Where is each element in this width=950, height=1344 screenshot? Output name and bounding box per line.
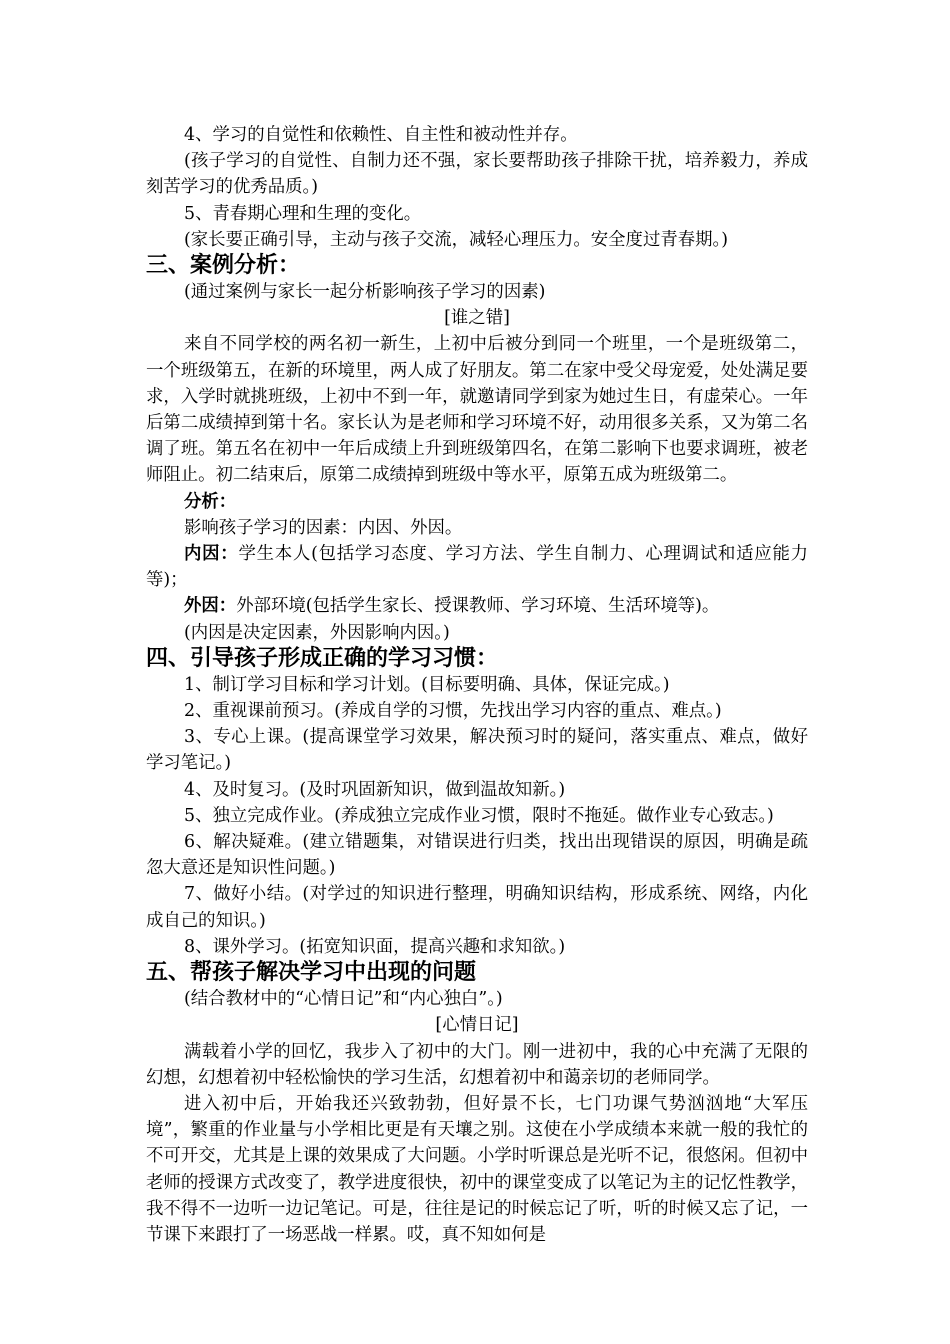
paragraph: (通过案例与家长一起分析影响孩子学习的因素) <box>184 282 546 303</box>
paragraph <box>146 593 808 619</box>
bold-label: 分析： <box>184 491 237 512</box>
paragraph: (家长要正确引导，主动与孩子交流，减轻心理压力。安全度过青春期。) <box>184 229 728 250</box>
paragraph: 影响孩子学习的因素：内因、外因。 <box>184 517 463 538</box>
document-body <box>146 122 808 1248</box>
paragraph: 满载着小学的回忆，我步入了初中的大门。刚一进初中，我的心中充满了无限的幻想，幻想着初中轻松愉快的学习生活，幻想着初中和蔼亲切的老师同学。 <box>146 1041 808 1088</box>
paragraph: 进入初中后，开始我还兴致勃勃，但好景不长，七门功课气势汹汹地“大军压境”，繁重的作业量与小学相比更是有天壤之别。这使在小学成绩本来就一般的我忙的不可开交，尤其是上课的效果成了大问题。小学时听课总是光听不记，很悠闲。但初中老师的授课方式改变了，教学进度很快，初中的课堂变成了以笔记为主的记忆性教学，我不得不一边听一边记笔记。可是，往往是记的时候忘记了听，听的时候又忘了记，一节课下来跟打了一场恶战一样累。哎，真不知如何是 <box>146 1093 808 1245</box>
paragraph: (孩子学习的自觉性、自制力还不强，家长要帮助孩子排除干扰，培养毅力，养成刻苦学习的优秀品质。) <box>146 151 808 198</box>
paragraph: (内因是决定因素，外因影响内因。) <box>184 622 450 643</box>
paragraph-text: 学生本人(包括学习态度、学习方法、学生自制力、心理调试和适应能力等)； <box>146 544 808 591</box>
case-title: [心情日记] <box>435 1015 519 1036</box>
paragraph: 4、及时复习。(及时巩固新知识，做到温故知新。) <box>184 779 566 800</box>
paragraph: 5、独立完成作业。(养成独立完成作业习惯，限时不拖延。做作业专心致志。) <box>184 805 774 826</box>
bold-label: 外因： <box>184 596 237 617</box>
paragraph: 5、青春期心理和生理的变化。 <box>184 203 422 224</box>
case-title: [谁之错] <box>444 308 510 329</box>
section-heading: 四、引导孩子形成正确的学习习惯： <box>146 645 499 671</box>
section-heading: 三、案例分析： <box>146 253 301 279</box>
paragraph: 来自不同学校的两名初一新生，上初中后被分到同一个班里，一个是班级第二，一个班级第五，在新的环境里，两人成了好朋友。第二在家中受父母宠爱，处处满足要求，入学时就挑班级，上初中不到一年，就邀请同学到家为她过生日，有虚荣心。一年后第二成绩掉到第十名。家长认为是老师和学习环境不好，动用很多关系，又为第二名调了班。第五名在初中一年后成绩上升到班级第四名，在第二影响下也要求调班，被老师阻止。初二结束后，原第二成绩掉到班级中等水平，原第五成为班级第二。 <box>146 334 808 486</box>
paragraph <box>146 541 808 593</box>
paragraph: 1、制订学习目标和学习计划。(目标要明确、具体，保证完成。) <box>184 674 670 695</box>
paragraph-text: 外部环境(包括学生家长、授课教师、学习环境、生活环境等)。 <box>236 596 720 617</box>
paragraph: 7、做好小结。(对学过的知识进行整理，明确知识结构，形成系统、网络，内化成自己的知识。) <box>146 884 808 931</box>
section-heading: 五、帮孩子解决学习中出现的问题 <box>146 960 477 986</box>
paragraph: 8、课外学习。(拓宽知识面，提高兴趣和求知欲。) <box>184 936 566 957</box>
paragraph: 3、专心上课。(提高课堂学习效果，解决预习时的疑问，落实重点、难点，做好学习笔记。) <box>146 727 808 774</box>
paragraph: (结合教材中的“心情日记”和“内心独白”。) <box>184 989 503 1010</box>
paragraph <box>146 489 808 515</box>
paragraph: 2、重视课前预习。(养成自学的习惯，先找出学习内容的重点、难点。) <box>184 701 722 722</box>
paragraph: 6、解决疑难。(建立错题集，对错误进行归类，找出出现错误的原因，明确是疏忽大意还是知识性问题。) <box>146 832 808 879</box>
paragraph: 4、学习的自觉性和依赖性、自主性和被动性并存。 <box>184 125 578 145</box>
bold-label: 内因： <box>184 544 239 565</box>
